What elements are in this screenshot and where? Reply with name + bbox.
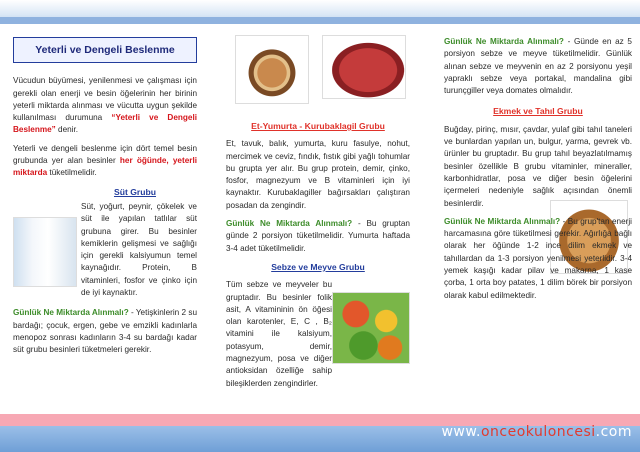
daily-amount-text: - Bu gruptan günde 2 porsiyon tüketilmelidir. Yumurta haftada 3-4 adet tüketilmelidir. bbox=[226, 219, 410, 253]
url-domain: onceokuloncesi bbox=[480, 424, 596, 440]
grain-group-text: Buğday, pirinç, mısır, çavdar, yulaf gibi tahıl taneleri ve bunlardan yapılan un, bulgur, yarma, gevrek vb. ürünler bu gruptadır. Bu grup tahıl beyazlatılmamış besinler özellikle B grubu vitaminler, mineraller, karbonhidratlar, posa ve diğer besin öğelerini içermeleri nedeniyle sağlık açısından önemli besinlerdir. bbox=[444, 124, 632, 208]
rule-highlight: her öğünde, yeterli miktarda bbox=[13, 156, 197, 178]
url-suffix: .com bbox=[595, 424, 632, 440]
milk-group-heading: Süt Grubu bbox=[113, 186, 156, 197]
raw-meat-image bbox=[322, 35, 406, 99]
milk-daily-paragraph bbox=[13, 307, 197, 356]
meat-group-heading: Et-Yumurta - Kurubaklagil Grubu bbox=[251, 121, 385, 131]
daily-amount-text: - Günde en az 5 porsiyon sebze ve meyve tüketilmelidir. Günlük alınan sebze ve meyvenin en az 2 porsiyonu yeşil yapraklı sebze veya portakal, mandalina gibi turunçgiller veya domates olmalıdır. bbox=[444, 37, 632, 96]
daily-amount-label: Günlük Ne Miktarda Alınmalı? bbox=[226, 219, 353, 229]
daily-amount-label: Günlük Ne Miktarda Alınmalı? bbox=[444, 216, 561, 226]
rule-end: tüketilmelidir. bbox=[47, 168, 97, 178]
intro-highlight: “Yeterli ve Dengeli Beslenme” bbox=[13, 113, 197, 135]
eggs-basket-image bbox=[235, 35, 309, 104]
column-3 bbox=[444, 30, 632, 308]
grain-group-heading: Ekmek ve Tahıl Grubu bbox=[493, 106, 583, 117]
intro-paragraph bbox=[13, 75, 197, 136]
daily-amount-text: - Yetişkinlerin 2 su bardağı; çocuk, ergen, gebe ve emzikli kadınlarla menopoz sonrası kadınların 3-4 su bardağı kadar süt grubu besinleri tüketmeleri gerekir. bbox=[13, 308, 197, 355]
meat-group-text: Et, tavuk, balık, yumurta, kuru fasulye, nohut, mercimek ve ceviz, fındık, fıstık gibi yağlı tohumlar bu grupta yer alır. Bu grup protein, demir, çinko, fosfor, magnezyum ve B vitaminleri için iyi kaynaktır. Kurubaklagiller bağırsakları çalıştıran posadan da zengindir. bbox=[226, 139, 410, 210]
column-1 bbox=[13, 30, 197, 363]
meat-daily-paragraph bbox=[226, 218, 410, 255]
rule-text: Yeterli ve dengeli beslenme için dört temel besin grubunda yer alan besinler bbox=[13, 143, 197, 166]
top-stripe bbox=[0, 17, 640, 24]
column-2 bbox=[226, 120, 410, 396]
website-url bbox=[441, 424, 632, 440]
grain-daily-paragraph bbox=[444, 216, 632, 302]
daily-amount-label: Günlük Ne Miktarda Alınmalı? bbox=[13, 308, 129, 318]
section-title: Yeterli ve Dengeli Beslenme bbox=[13, 37, 197, 63]
intro-text: Vücudun büyümesi, yenilenmesi ve çalışması için gerekli olan enerji ve besin öğelerinin her birinin yeterli miktarda alınması ve vücutta uygun şekilde kullanılması durumuna bbox=[13, 76, 197, 123]
veg-group-heading: Sebze ve Meyve Grubu bbox=[271, 261, 365, 272]
url-prefix: www. bbox=[441, 424, 481, 440]
daily-amount-text: - Bu grup'tan enerji harcamasına göre tüketilmesi gerekir. Ağırlığa bağlı olarak her öğünde 1-2 ince dilim ekmek ve tahıllardan da 1-3 porsiyon yenilmesi yeterlidir. 3-4 yemek kaşığı kadar pilav ve makarna, 1 kase çorba, 1 orta boy patates, 1 dilim börek bir porsiyon olarak kabul edilmektedir. bbox=[444, 216, 632, 300]
veg-group-text bbox=[226, 279, 332, 390]
top-band bbox=[0, 0, 640, 24]
milk-group-text: Süt, yoğurt, peynir, çökelek ve süt ile yapılan tatlılar süt grubuna girer. Bu besinler kemiklerin gelişmesi ve sağlığı için gerekli kalsiyumun temel kaynağıdır. Protein, B vitaminleri, fosfor ve çinko için de iyi kaynaktır. bbox=[81, 201, 197, 298]
veg-group-body: Tüm sebze ve meyveler bu gruptadır. Bu besinler folik asit, A vitamininin ön öğesi olan karotenler, E, C , B₂ vitamini ile kalsiyum, potasyum, demir, magnezyum, posa ve diğer antioksidan özelliğe sahip bileşiklerden zengindirler. bbox=[226, 280, 332, 388]
intro-end: denir. bbox=[55, 125, 79, 135]
daily-amount-label: Günlük Ne Miktarda Alınmalı? bbox=[444, 37, 564, 46]
rule-paragraph bbox=[13, 143, 197, 180]
veg-daily-paragraph bbox=[444, 36, 632, 97]
